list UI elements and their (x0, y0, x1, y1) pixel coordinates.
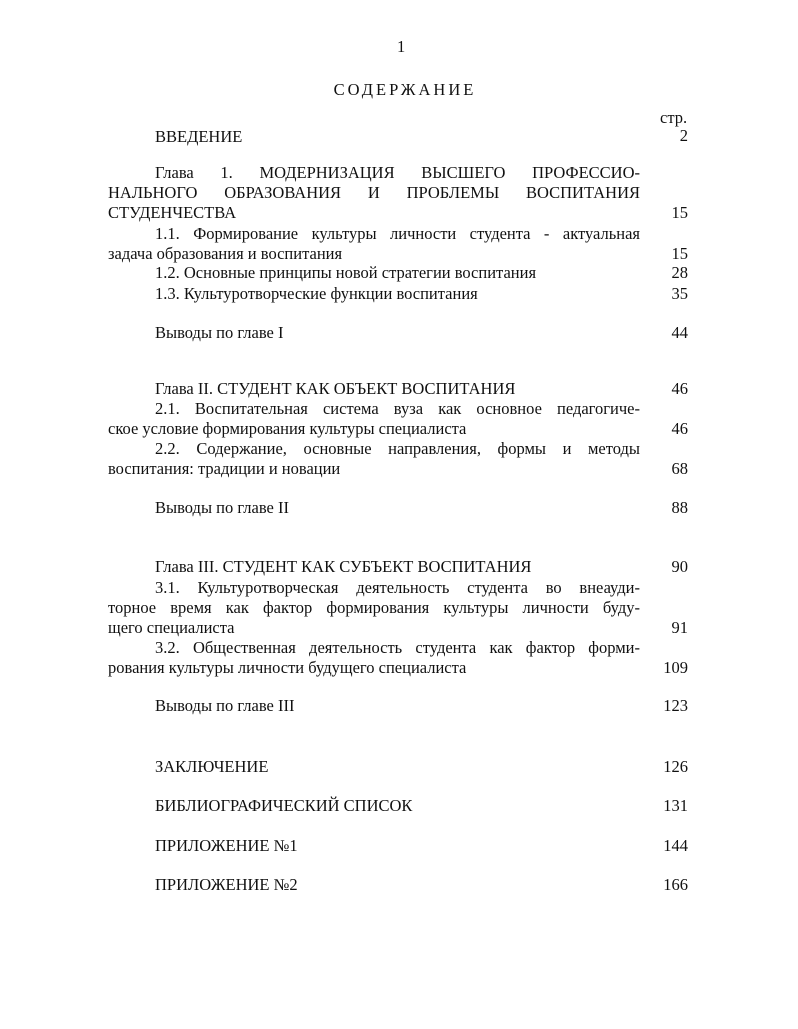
toc-entry-line: рования культуры личности будущего специалиста (108, 658, 467, 677)
toc-entry-page: 15 (671, 203, 688, 222)
toc-entry-page: 35 (671, 284, 688, 303)
toc-entry-line: 2.1. Воспитательная система вуза как основное педагогиче- (155, 399, 640, 418)
toc-entry-page: 44 (671, 323, 688, 342)
toc-entry-line: 2.2. Содержание, основные направления, формы и методы (155, 439, 640, 458)
toc-entry-line: ЗАКЛЮЧЕНИЕ (155, 757, 269, 776)
toc-entry-line: 1.2. Основные принципы новой стратегии воспитания (155, 263, 537, 282)
toc-entry-line: ПРИЛОЖЕНИЕ №2 (155, 875, 298, 894)
toc-entry-line: ПРИЛОЖЕНИЕ №1 (155, 836, 298, 855)
toc-entry-line: Выводы по главе II (155, 498, 289, 517)
toc-entry-line: 1.1. Формирование культуры личности студента - актуальная (155, 224, 640, 243)
toc-entry-page: 90 (671, 557, 688, 576)
page-column-label: стр. (660, 108, 688, 127)
toc-entry-line: 3.1. Культуротворческая деятельность студента во внеауди- (155, 578, 640, 597)
toc-entry-line: Выводы по главе III (155, 696, 295, 715)
toc-entry-line: воспитания: традиции и новации (108, 459, 341, 478)
toc-entry-page: 131 (663, 796, 688, 815)
toc-entry-line: ское условие формирования культуры специалиста (108, 419, 467, 438)
toc-entry-page: 109 (663, 658, 688, 677)
toc-entry-line: БИБЛИОГРАФИЧЕСКИЙ СПИСОК (155, 796, 413, 815)
toc-entry-line: задача образования и воспитания (108, 244, 343, 263)
toc-entry-page: 46 (671, 419, 688, 438)
toc-entry-page: 91 (671, 618, 688, 637)
toc-entry-line: Глава 1. МОДЕРНИЗАЦИЯ ВЫСШЕГО ПРОФЕССИО- (155, 163, 640, 182)
toc-entry-page: 15 (671, 244, 688, 263)
toc-entry-page: 46 (671, 379, 688, 398)
toc-entry-line: НАЛЬНОГО ОБРАЗОВАНИЯ И ПРОБЛЕМЫ ВОСПИТАНИЯ (108, 183, 640, 202)
toc-entry-line: торное время как фактор формирования культуры личности буду- (108, 598, 640, 617)
toc-entry-line: Глава II. СТУДЕНТ КАК ОБЪЕКТ ВОСПИТАНИЯ (155, 379, 516, 398)
toc-entry-page: 28 (671, 263, 688, 282)
page-title: СОДЕРЖАНИЕ (333, 80, 477, 99)
toc-entry-line: ВВЕДЕНИЕ (155, 127, 243, 146)
toc-entry-page: 2 (679, 126, 688, 145)
toc-entry-line: Выводы по главе I (155, 323, 284, 342)
toc-entry-line: СТУДЕНЧЕСТВА (108, 203, 237, 222)
toc-entry-page: 123 (663, 696, 688, 715)
toc-entry-page: 126 (663, 757, 688, 776)
toc-entry-page: 166 (663, 875, 688, 894)
page-number: 1 (397, 37, 406, 56)
toc-entry-page: 68 (671, 459, 688, 478)
toc-entry-line: щего специалиста (108, 618, 235, 637)
toc-entry-line: Глава III. СТУДЕНТ КАК СУБЪЕКТ ВОСПИТАНИЯ (155, 557, 532, 576)
toc-entry-page: 144 (663, 836, 688, 855)
toc-entry-line: 3.2. Общественная деятельность студента как фактор форми- (155, 638, 640, 657)
toc-entry-page: 88 (671, 498, 688, 517)
toc-entry-line: 1.3. Культуротворческие функции воспитания (155, 284, 478, 303)
